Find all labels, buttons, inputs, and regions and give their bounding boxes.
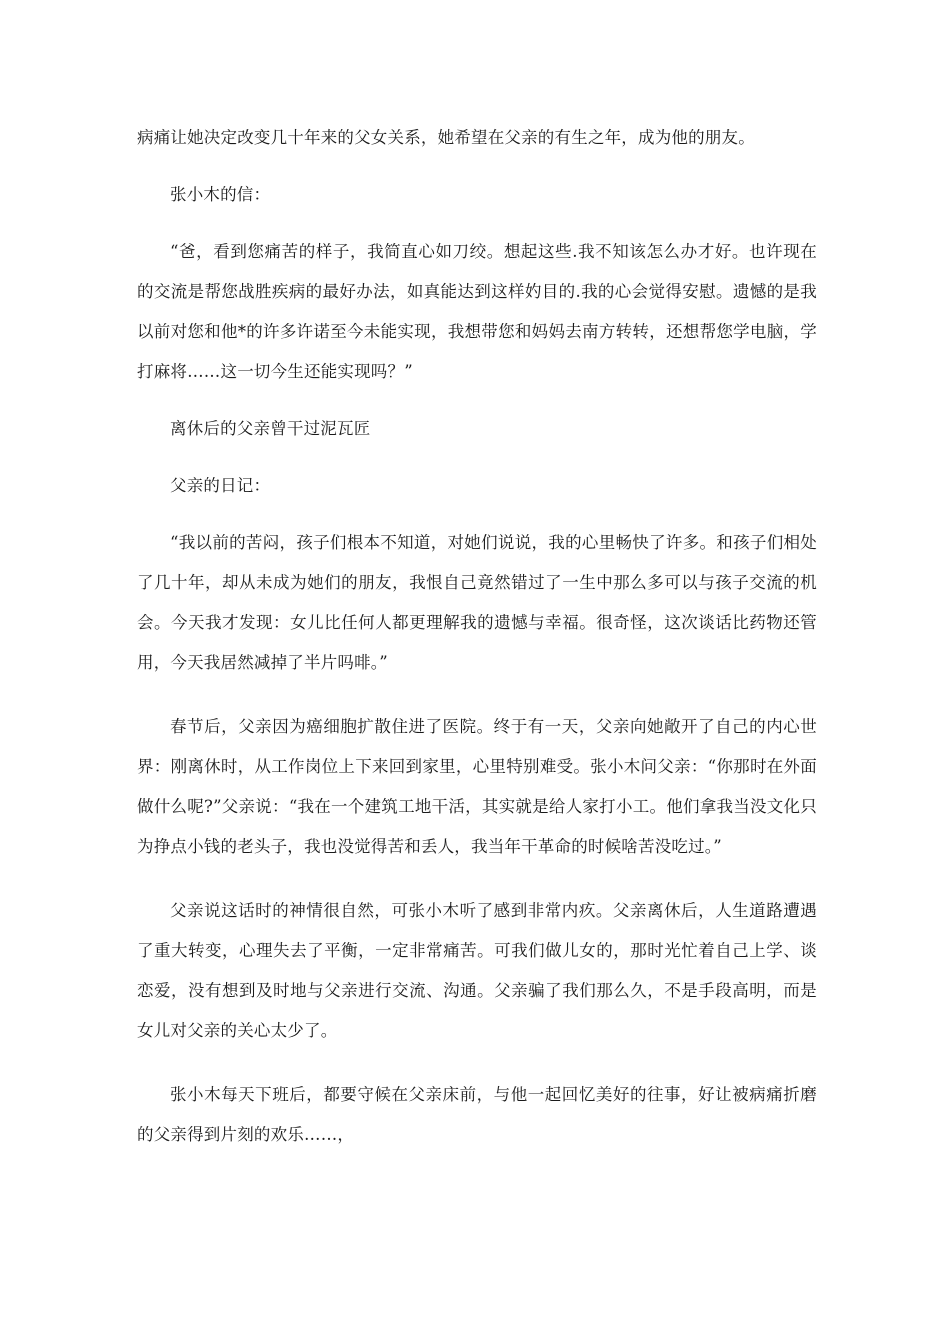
paragraph-reflection: 父亲说这话时的神情很自然，可张小木听了感到非常内疚。父亲离休后，人生道路遭遇了重大转变，心理失去了平衡，一定非常痛苦。可我们做儿女的，那时光忙着自己上学、谈恋爱，没有想到及时地与父亲进行交流、沟通。父亲骗了我们那么久，不是手段高明，而是女儿对父亲的关心太少了。 (137, 901, 817, 1040)
document-body (137, 118, 817, 1155)
heading-letter: 张小木的信： (170, 185, 271, 204)
paragraph-spring-festival: 春节后，父亲因为癌细胞扩散住进了医院。终于有一天，父亲向她敞开了自己的内心世界：刚离休时，从工作岗位上下来回到家里，心里特别难受。张小木问父亲：“你那时在外面做什么呢?”父亲说：“我在一个建筑工地干活，其实就是给人家打小工。他们拿我当没文化只为挣点小钱的老头子，我也没觉得苦和丢人，我当年干革命的时候啥苦没吃过。” (137, 717, 817, 856)
heading-diary: 父亲的日记： (170, 476, 271, 495)
heading-retired-father: 离休后的父亲曾干过泥瓦匠 (170, 419, 371, 438)
paragraph-diary: “我以前的苦闷，孩子们根本不知道，对她们说说，我的心里畅快了许多。和孩子们相处了几十年，却从未成为她们的朋友，我恨自己竟然错过了一生中那么多可以与孩子交流的机会。今天我才发现：女儿比任何人都更理解我的遗憾与幸福。很奇怪，这次谈话比药物还管用，今天我居然减掉了半片吗啡。” (137, 533, 817, 672)
paragraph-bedside: 张小木每天下班后，都要守候在父亲床前，与他一起回忆美好的往事，好让被病痛折磨的父亲得到片刻的欢乐……， (137, 1085, 817, 1144)
paragraph-letter: “爸，看到您痛苦的样子，我简直心如刀绞。想起这些.我不知该怎么办才好。也许现在的交流是帮您战胜疾病的最好办法，如真能达到这样妁目的.我的心会觉得安慰。遗憾的是我以前对您和他*的许多许诺至今未能实现，我想带您和妈妈去南方转转，还想帮您学电脑，学打麻将……这一切今生还能实现吗？” (137, 242, 817, 381)
paragraph-intro: 病痛让她决定改变几十年来的父女关系，她希望在父亲的有生之年，成为他的朋友。 (137, 128, 755, 147)
